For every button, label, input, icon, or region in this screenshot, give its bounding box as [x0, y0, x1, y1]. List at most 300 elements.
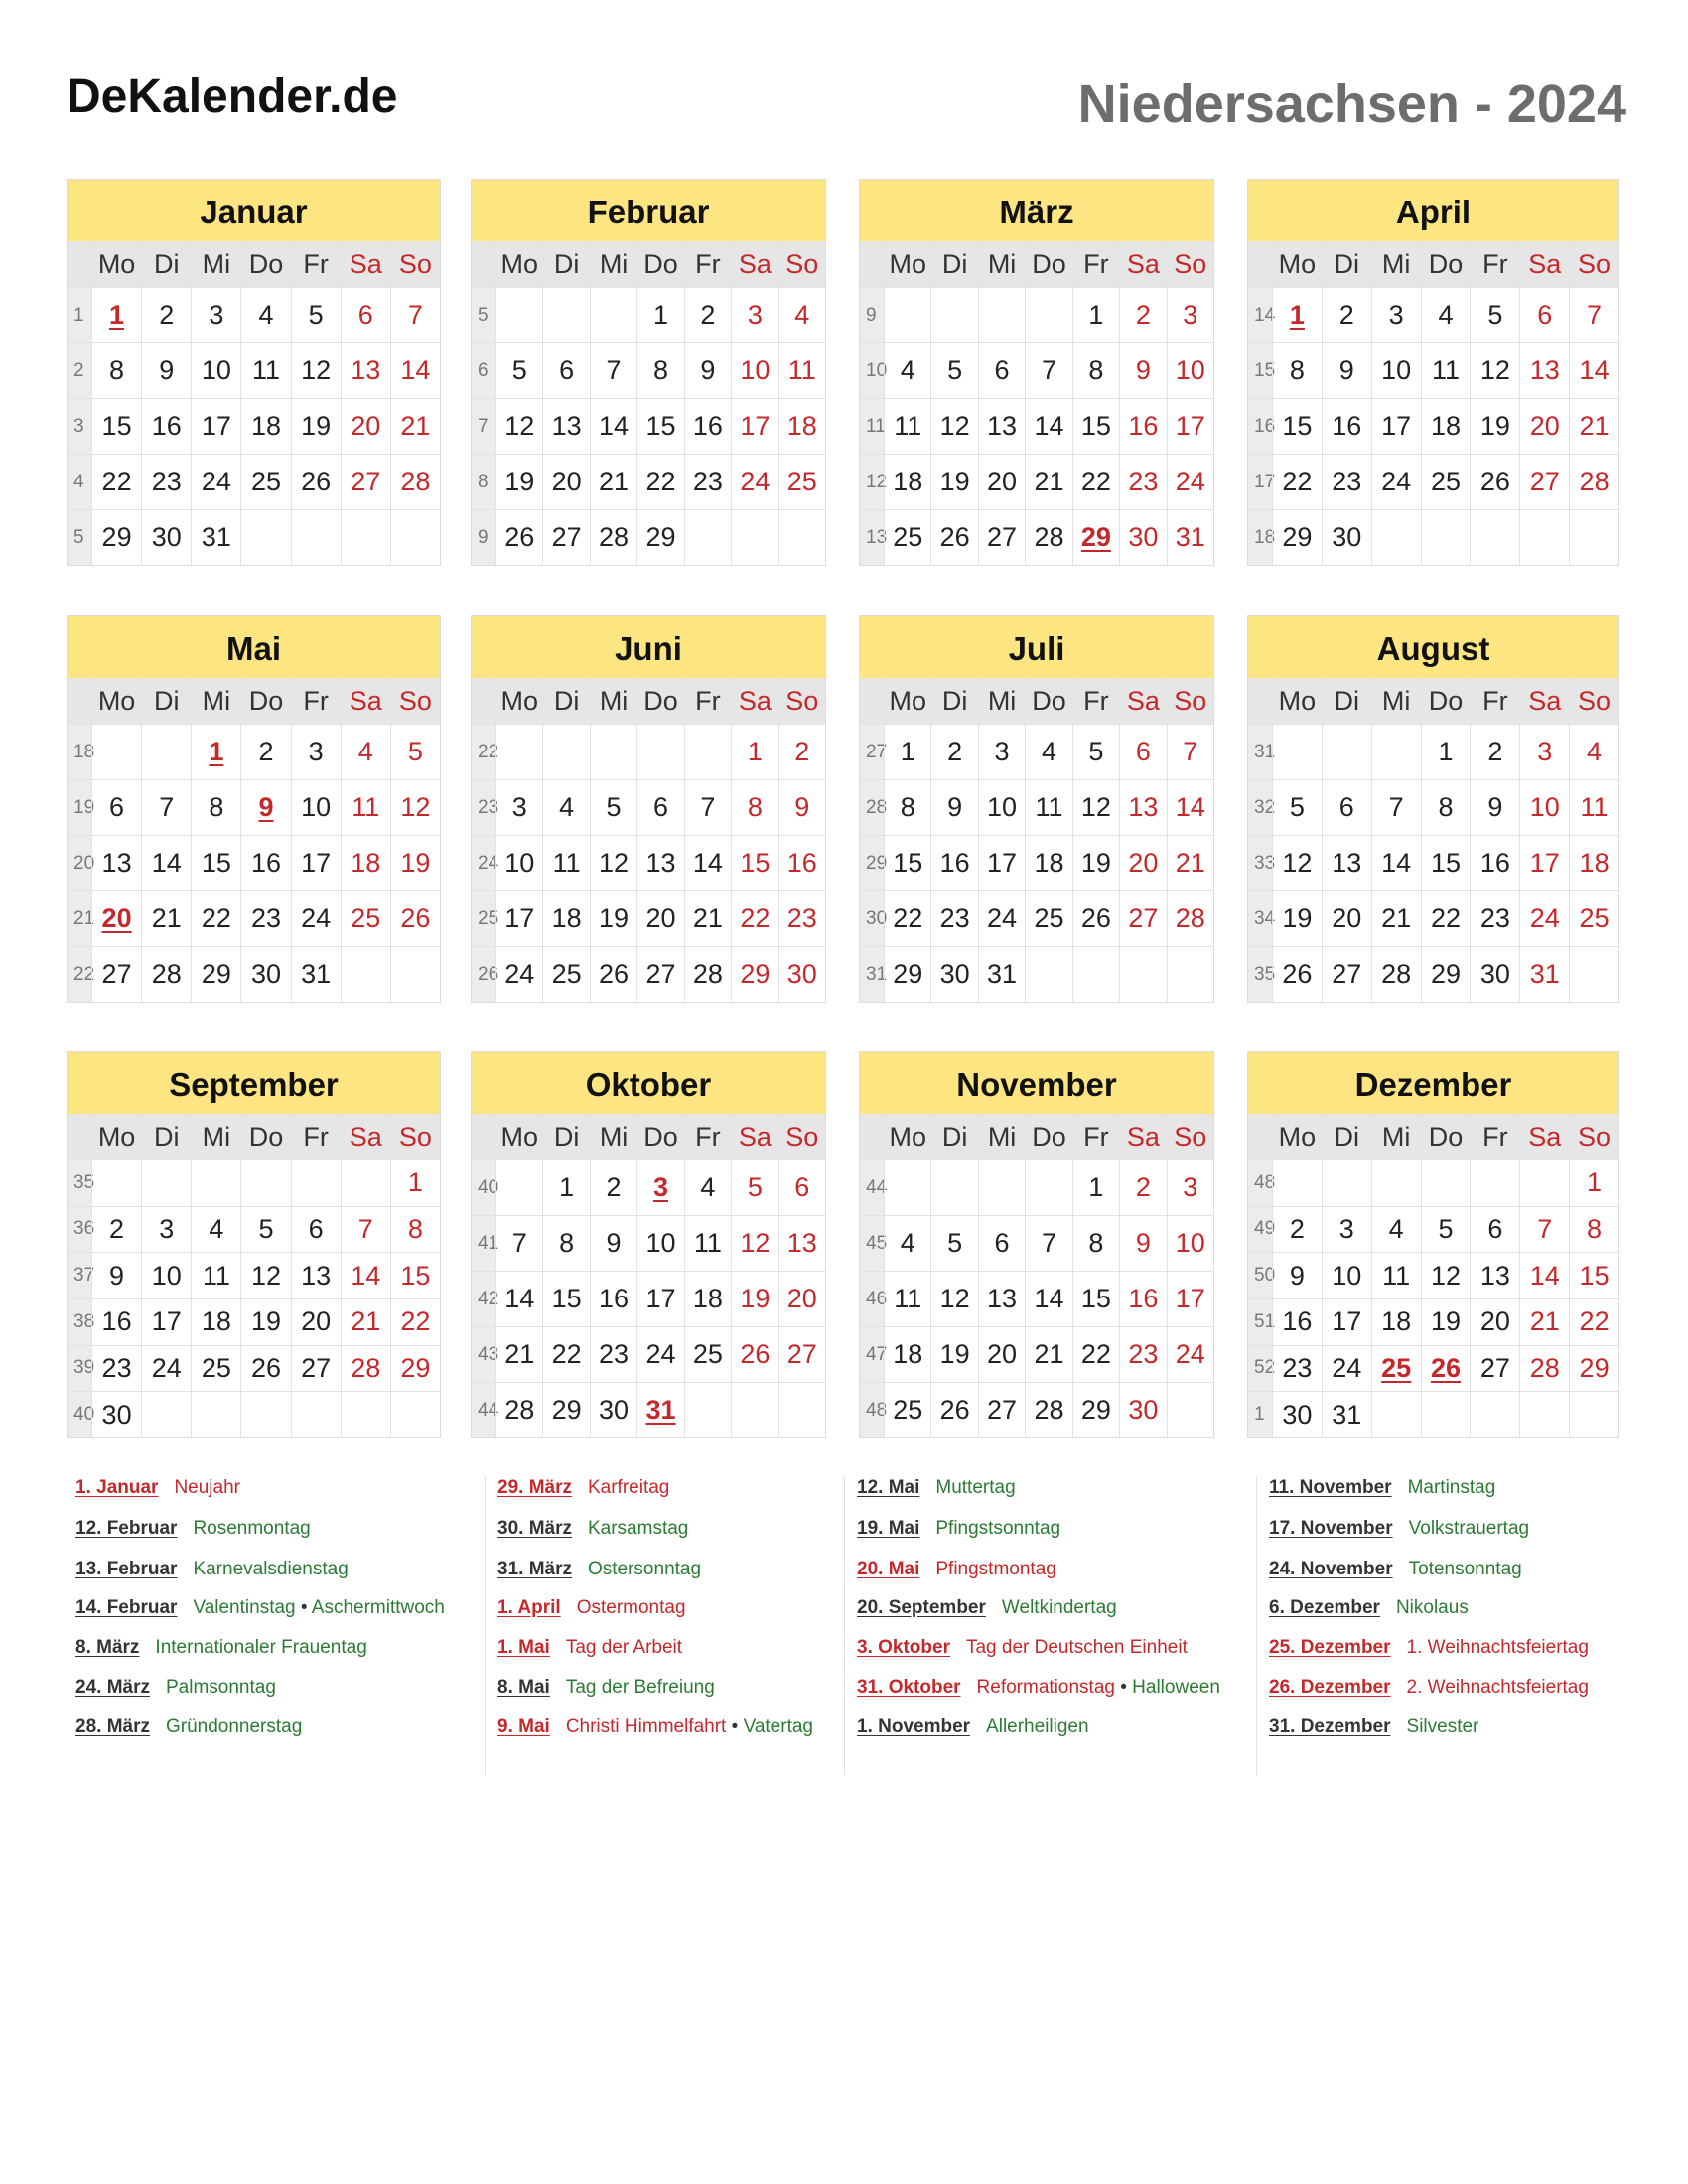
week-number: 18	[68, 724, 91, 779]
day-cell	[978, 1271, 1025, 1326]
day-cell	[1272, 1206, 1322, 1253]
day-cell	[1569, 835, 1618, 890]
empty-day-cell	[731, 1382, 777, 1437]
holiday-name: Halloween	[1132, 1677, 1220, 1698]
day-number: 24	[504, 959, 535, 989]
holiday-date: 1. April	[497, 1597, 561, 1618]
day-number: 13	[1529, 355, 1560, 385]
day-number: 2	[159, 300, 175, 330]
holiday-column	[485, 1477, 839, 1775]
day-number: 8	[209, 792, 224, 822]
day-cell	[1272, 398, 1322, 454]
empty-day-cell	[1519, 509, 1569, 565]
day-number: 25	[692, 1339, 723, 1369]
day-number: 18	[692, 1284, 723, 1313]
day-cell	[1072, 398, 1119, 454]
day-number: 27	[551, 522, 582, 552]
empty-day-cell	[191, 1391, 240, 1437]
day-cell	[1272, 1252, 1322, 1298]
day-cell	[636, 890, 683, 946]
day-cell	[978, 509, 1025, 565]
day-number: 6	[1487, 1213, 1503, 1244]
day-number: 27	[301, 1352, 332, 1383]
weekday-header: Do	[1421, 678, 1471, 724]
day-cell	[91, 454, 141, 509]
day-number: 17	[987, 848, 1018, 878]
page-title: Niedersachsen - 2024	[1077, 74, 1626, 134]
day-cell	[1371, 1252, 1421, 1298]
month-days-grid	[472, 1114, 825, 1437]
day-cell	[884, 1382, 930, 1437]
day-cell	[1371, 890, 1421, 946]
day-number: 9	[1338, 355, 1354, 385]
day-cell	[1272, 454, 1322, 509]
day-cell	[341, 835, 390, 890]
week-number: 13	[860, 509, 884, 565]
day-number: 2	[947, 737, 963, 766]
weekday-header: Di	[1322, 1114, 1371, 1160]
day-cell	[1167, 1326, 1213, 1382]
day-number: 25	[1579, 903, 1610, 933]
day-cell	[240, 890, 290, 946]
day-cell	[1421, 342, 1471, 398]
day-cell	[1421, 1345, 1471, 1392]
day-number: 23	[1282, 1352, 1313, 1383]
day-cell	[1072, 1271, 1119, 1326]
day-cell	[978, 835, 1025, 890]
holiday-entry	[1269, 1518, 1529, 1540]
day-number: 27	[786, 1339, 817, 1369]
holiday-day-number: 1	[109, 300, 125, 330]
day-number: 21	[1175, 848, 1205, 878]
weekday-header: So	[778, 1114, 825, 1160]
week-header-cell	[1248, 678, 1272, 724]
day-number: 24	[1332, 1352, 1362, 1383]
day-cell	[930, 509, 977, 565]
holiday-name: Karfreitag	[587, 1477, 670, 1498]
day-number: 1	[407, 1167, 423, 1198]
day-cell	[884, 398, 930, 454]
holiday-entry	[497, 1677, 715, 1699]
week-number: 1	[1248, 1391, 1272, 1437]
day-cell	[731, 287, 777, 342]
day-cell	[684, 454, 731, 509]
day-cell	[731, 779, 777, 835]
day-cell	[884, 454, 930, 509]
day-cell	[291, 454, 341, 509]
day-cell	[291, 1206, 341, 1253]
week-number: 40	[68, 1391, 91, 1437]
day-number: 5	[947, 355, 963, 385]
holiday-entry	[857, 1677, 1220, 1699]
day-cell	[778, 287, 825, 342]
day-cell	[495, 1382, 542, 1437]
day-cell	[542, 946, 589, 1002]
day-number: 11	[1431, 355, 1460, 385]
weekday-header: Mi	[1371, 678, 1421, 724]
weekday-header: So	[1569, 241, 1618, 287]
day-cell	[141, 454, 191, 509]
day-number: 14	[1034, 1284, 1064, 1313]
day-cell	[390, 1298, 440, 1345]
week-number: 41	[472, 1215, 495, 1271]
day-number: 18	[1579, 848, 1610, 878]
holiday-entry	[1269, 1716, 1478, 1738]
day-cell	[778, 779, 825, 835]
week-number: 29	[860, 835, 884, 890]
day-cell	[1519, 1298, 1569, 1345]
day-number: 31	[1332, 1399, 1362, 1430]
day-cell	[495, 1215, 542, 1271]
day-cell	[978, 398, 1025, 454]
day-cell	[141, 1345, 191, 1392]
day-number: 29	[645, 522, 676, 552]
day-cell	[930, 946, 977, 1002]
day-number: 20	[1332, 903, 1362, 933]
day-cell	[884, 724, 930, 779]
day-cell	[542, 454, 589, 509]
day-cell	[1470, 342, 1519, 398]
day-number: 1	[1438, 737, 1454, 766]
week-header-cell	[68, 241, 91, 287]
day-number: 24	[301, 903, 332, 933]
day-number: 22	[201, 903, 231, 933]
day-cell	[1569, 398, 1618, 454]
day-cell	[1272, 1298, 1322, 1345]
week-number: 3	[68, 398, 91, 454]
day-cell	[542, 1326, 589, 1382]
holiday-date: 29. März	[497, 1477, 572, 1498]
day-number: 6	[357, 300, 373, 330]
day-number: 27	[351, 467, 381, 496]
weekday-header: Fr	[291, 1114, 341, 1160]
day-cell	[341, 1252, 390, 1298]
weekday-header: Fr	[291, 241, 341, 287]
day-number: 14	[1034, 411, 1064, 441]
day-number: 17	[504, 903, 535, 933]
day-number: 3	[994, 737, 1010, 766]
week-number: 31	[1248, 724, 1272, 779]
week-number: 9	[472, 509, 495, 565]
day-number: 17	[1175, 411, 1205, 441]
holiday-name: Ostermontag	[576, 1597, 686, 1618]
day-cell	[1025, 724, 1071, 779]
holiday-day-number: 20	[101, 903, 132, 933]
day-number: 3	[209, 300, 224, 330]
weekday-header: Mo	[495, 678, 542, 724]
day-cell	[884, 890, 930, 946]
day-cell	[1025, 1215, 1071, 1271]
day-number: 15	[1080, 411, 1111, 441]
week-number: 42	[472, 1271, 495, 1326]
empty-day-cell	[1569, 509, 1618, 565]
day-cell	[91, 779, 141, 835]
day-number: 7	[1041, 355, 1056, 385]
day-number: 20	[786, 1284, 817, 1313]
empty-day-cell	[978, 287, 1025, 342]
week-header-cell	[68, 678, 91, 724]
day-cell	[1371, 1206, 1421, 1253]
day-number: 9	[159, 355, 175, 385]
day-number: 15	[101, 411, 132, 441]
holiday-entry	[857, 1637, 1188, 1659]
day-cell	[1025, 1326, 1071, 1382]
day-number: 12	[504, 411, 535, 441]
day-number: 4	[357, 737, 373, 766]
holiday-day-number: 3	[652, 1172, 668, 1202]
day-cell	[341, 342, 390, 398]
holiday-name: 2. Weihnachtsfeiertag	[1406, 1677, 1589, 1698]
day-number: 15	[551, 1284, 582, 1313]
weekday-header: So	[1167, 678, 1213, 724]
day-number: 23	[786, 903, 817, 933]
day-number: 28	[151, 959, 182, 989]
week-number: 10	[860, 342, 884, 398]
day-number: 10	[1175, 1228, 1205, 1258]
day-number: 18	[1034, 848, 1064, 878]
day-number: 11	[1382, 1260, 1411, 1291]
day-cell	[636, 1160, 683, 1215]
day-cell	[390, 835, 440, 890]
day-number: 2	[1135, 1172, 1151, 1202]
weekday-header: Do	[636, 1114, 683, 1160]
holiday-name: Volkstrauertag	[1408, 1518, 1530, 1539]
day-cell	[390, 1345, 440, 1392]
holiday-name: Weltkindertag	[1001, 1597, 1117, 1618]
day-number: 21	[1529, 1306, 1560, 1337]
day-cell	[141, 1298, 191, 1345]
holiday-date: 30. März	[497, 1518, 572, 1539]
day-number: 31	[987, 959, 1018, 989]
day-number: 4	[559, 792, 575, 822]
day-number: 1	[900, 737, 915, 766]
day-number: 2	[700, 300, 716, 330]
day-cell	[731, 890, 777, 946]
day-number: 3	[308, 737, 324, 766]
day-number: 31	[301, 959, 332, 989]
day-cell	[141, 890, 191, 946]
day-number: 21	[599, 467, 630, 496]
day-cell	[884, 779, 930, 835]
empty-day-cell	[1119, 946, 1166, 1002]
day-number: 4	[1388, 1213, 1404, 1244]
day-cell	[1569, 1345, 1618, 1392]
day-number: 9	[1135, 1228, 1151, 1258]
weekday-header: Di	[542, 241, 589, 287]
holiday-name: Reformationstag	[976, 1677, 1115, 1698]
holiday-date: 25. Dezember	[1269, 1637, 1391, 1658]
month-title: Oktober	[472, 1052, 825, 1114]
empty-day-cell	[390, 509, 440, 565]
day-cell	[1272, 890, 1322, 946]
day-cell	[590, 1326, 636, 1382]
day-cell	[684, 779, 731, 835]
day-cell	[930, 454, 977, 509]
weekday-header: Di	[1322, 241, 1371, 287]
day-number: 17	[1175, 1284, 1205, 1313]
day-number: 11	[1580, 792, 1609, 822]
weekday-header: Do	[1025, 1114, 1071, 1160]
day-number: 20	[351, 411, 381, 441]
weekday-header: Di	[141, 1114, 191, 1160]
day-cell	[141, 835, 191, 890]
day-number: 30	[786, 959, 817, 989]
day-number: 3	[511, 792, 527, 822]
week-number: 40	[472, 1160, 495, 1215]
day-cell	[1167, 509, 1213, 565]
day-cell	[341, 1345, 390, 1392]
day-cell	[191, 398, 240, 454]
day-number: 24	[987, 903, 1018, 933]
day-number: 15	[1080, 1284, 1111, 1313]
holiday-date: 1. Januar	[75, 1477, 159, 1498]
day-number: 11	[352, 792, 380, 822]
weekday-header: Sa	[1519, 241, 1569, 287]
day-cell	[1119, 1215, 1166, 1271]
week-number: 25	[472, 890, 495, 946]
week-number: 49	[1248, 1206, 1272, 1253]
empty-day-cell	[1421, 1160, 1471, 1206]
day-number: 10	[1175, 355, 1205, 385]
day-cell	[1421, 946, 1471, 1002]
day-cell	[240, 724, 290, 779]
day-number: 12	[939, 1284, 970, 1313]
empty-day-cell	[1371, 724, 1421, 779]
day-cell	[542, 342, 589, 398]
holiday-entry	[497, 1559, 701, 1580]
holiday-name: Allerheiligen	[986, 1716, 1089, 1737]
empty-day-cell	[495, 724, 542, 779]
day-cell	[390, 1206, 440, 1253]
day-cell	[1025, 509, 1071, 565]
empty-day-cell	[291, 509, 341, 565]
day-number: 6	[1135, 737, 1151, 766]
empty-day-cell	[1272, 724, 1322, 779]
day-cell	[1421, 779, 1471, 835]
weekday-header: Fr	[1072, 1114, 1119, 1160]
day-number: 20	[1529, 411, 1560, 441]
bullet-separator: •	[726, 1716, 744, 1737]
month-days-grid	[472, 678, 825, 1002]
week-number: 52	[1248, 1345, 1272, 1392]
day-cell	[1322, 1391, 1371, 1437]
day-number: 17	[151, 1306, 182, 1337]
empty-day-cell	[91, 724, 141, 779]
week-number: 27	[860, 724, 884, 779]
day-cell	[930, 890, 977, 946]
month-days-grid	[68, 1114, 440, 1437]
day-number: 1	[1088, 1172, 1104, 1202]
week-header-cell	[1248, 241, 1272, 287]
day-number: 30	[1128, 522, 1159, 552]
day-number: 16	[1332, 411, 1362, 441]
day-cell	[1371, 287, 1421, 342]
day-number: 14	[1579, 355, 1610, 385]
week-number: 17	[1248, 454, 1272, 509]
day-cell	[240, 398, 290, 454]
weekday-header: Fr	[1470, 241, 1519, 287]
day-number: 28	[1579, 467, 1610, 496]
day-number: 12	[599, 848, 630, 878]
holiday-date: 28. März	[75, 1716, 150, 1737]
day-cell	[141, 1206, 191, 1253]
empty-day-cell	[141, 1391, 191, 1437]
weekday-header: Mi	[978, 241, 1025, 287]
day-cell	[978, 454, 1025, 509]
day-cell	[930, 1271, 977, 1326]
day-number: 30	[1332, 522, 1362, 552]
day-cell	[141, 398, 191, 454]
day-number: 5	[308, 300, 324, 330]
day-cell	[1322, 342, 1371, 398]
day-cell	[1272, 946, 1322, 1002]
day-number: 22	[893, 903, 923, 933]
holiday-entry	[75, 1637, 367, 1659]
holiday-entry	[1269, 1597, 1469, 1619]
day-number: 2	[1289, 1213, 1305, 1244]
day-number: 24	[1175, 467, 1205, 496]
day-cell	[191, 1252, 240, 1298]
week-number: 45	[860, 1215, 884, 1271]
day-number: 25	[351, 903, 381, 933]
day-number: 8	[900, 792, 915, 822]
weekday-header: Mo	[884, 1114, 930, 1160]
day-number: 8	[559, 1228, 575, 1258]
day-cell	[778, 454, 825, 509]
day-cell	[390, 398, 440, 454]
day-number: 29	[1430, 959, 1462, 989]
holiday-entry	[857, 1477, 1016, 1499]
day-cell	[91, 1206, 141, 1253]
day-cell	[1470, 835, 1519, 890]
empty-day-cell	[1322, 1160, 1371, 1206]
month-title: Februar	[472, 180, 825, 241]
weekday-header: Mo	[495, 241, 542, 287]
day-number: 5	[407, 737, 423, 766]
day-cell	[1371, 946, 1421, 1002]
empty-day-cell	[1569, 946, 1618, 1002]
day-number: 17	[1529, 848, 1560, 878]
holiday-entry	[75, 1477, 240, 1499]
empty-day-cell	[684, 724, 731, 779]
holiday-date: 20. September	[857, 1597, 986, 1618]
holiday-name: Muttertag	[935, 1477, 1016, 1498]
day-cell	[1119, 835, 1166, 890]
week-number: 28	[860, 779, 884, 835]
holiday-date: 13. Februar	[75, 1559, 178, 1579]
day-number: 23	[101, 1352, 132, 1383]
day-number: 18	[893, 467, 923, 496]
weekday-header: Do	[1421, 241, 1471, 287]
day-cell	[390, 779, 440, 835]
holiday-name: Rosenmontag	[193, 1518, 311, 1539]
day-number: 19	[740, 1284, 771, 1313]
day-cell	[91, 1298, 141, 1345]
day-number: 14	[599, 411, 630, 441]
week-number: 35	[68, 1160, 91, 1206]
empty-day-cell	[1421, 1391, 1471, 1437]
day-cell	[141, 779, 191, 835]
day-number: 21	[151, 903, 182, 933]
day-cell	[1371, 1345, 1421, 1392]
day-cell	[495, 398, 542, 454]
day-cell	[240, 779, 290, 835]
day-number: 28	[1034, 522, 1064, 552]
day-cell	[542, 1215, 589, 1271]
day-cell	[1421, 398, 1471, 454]
day-number: 13	[301, 1260, 332, 1291]
week-number: 36	[68, 1206, 91, 1253]
